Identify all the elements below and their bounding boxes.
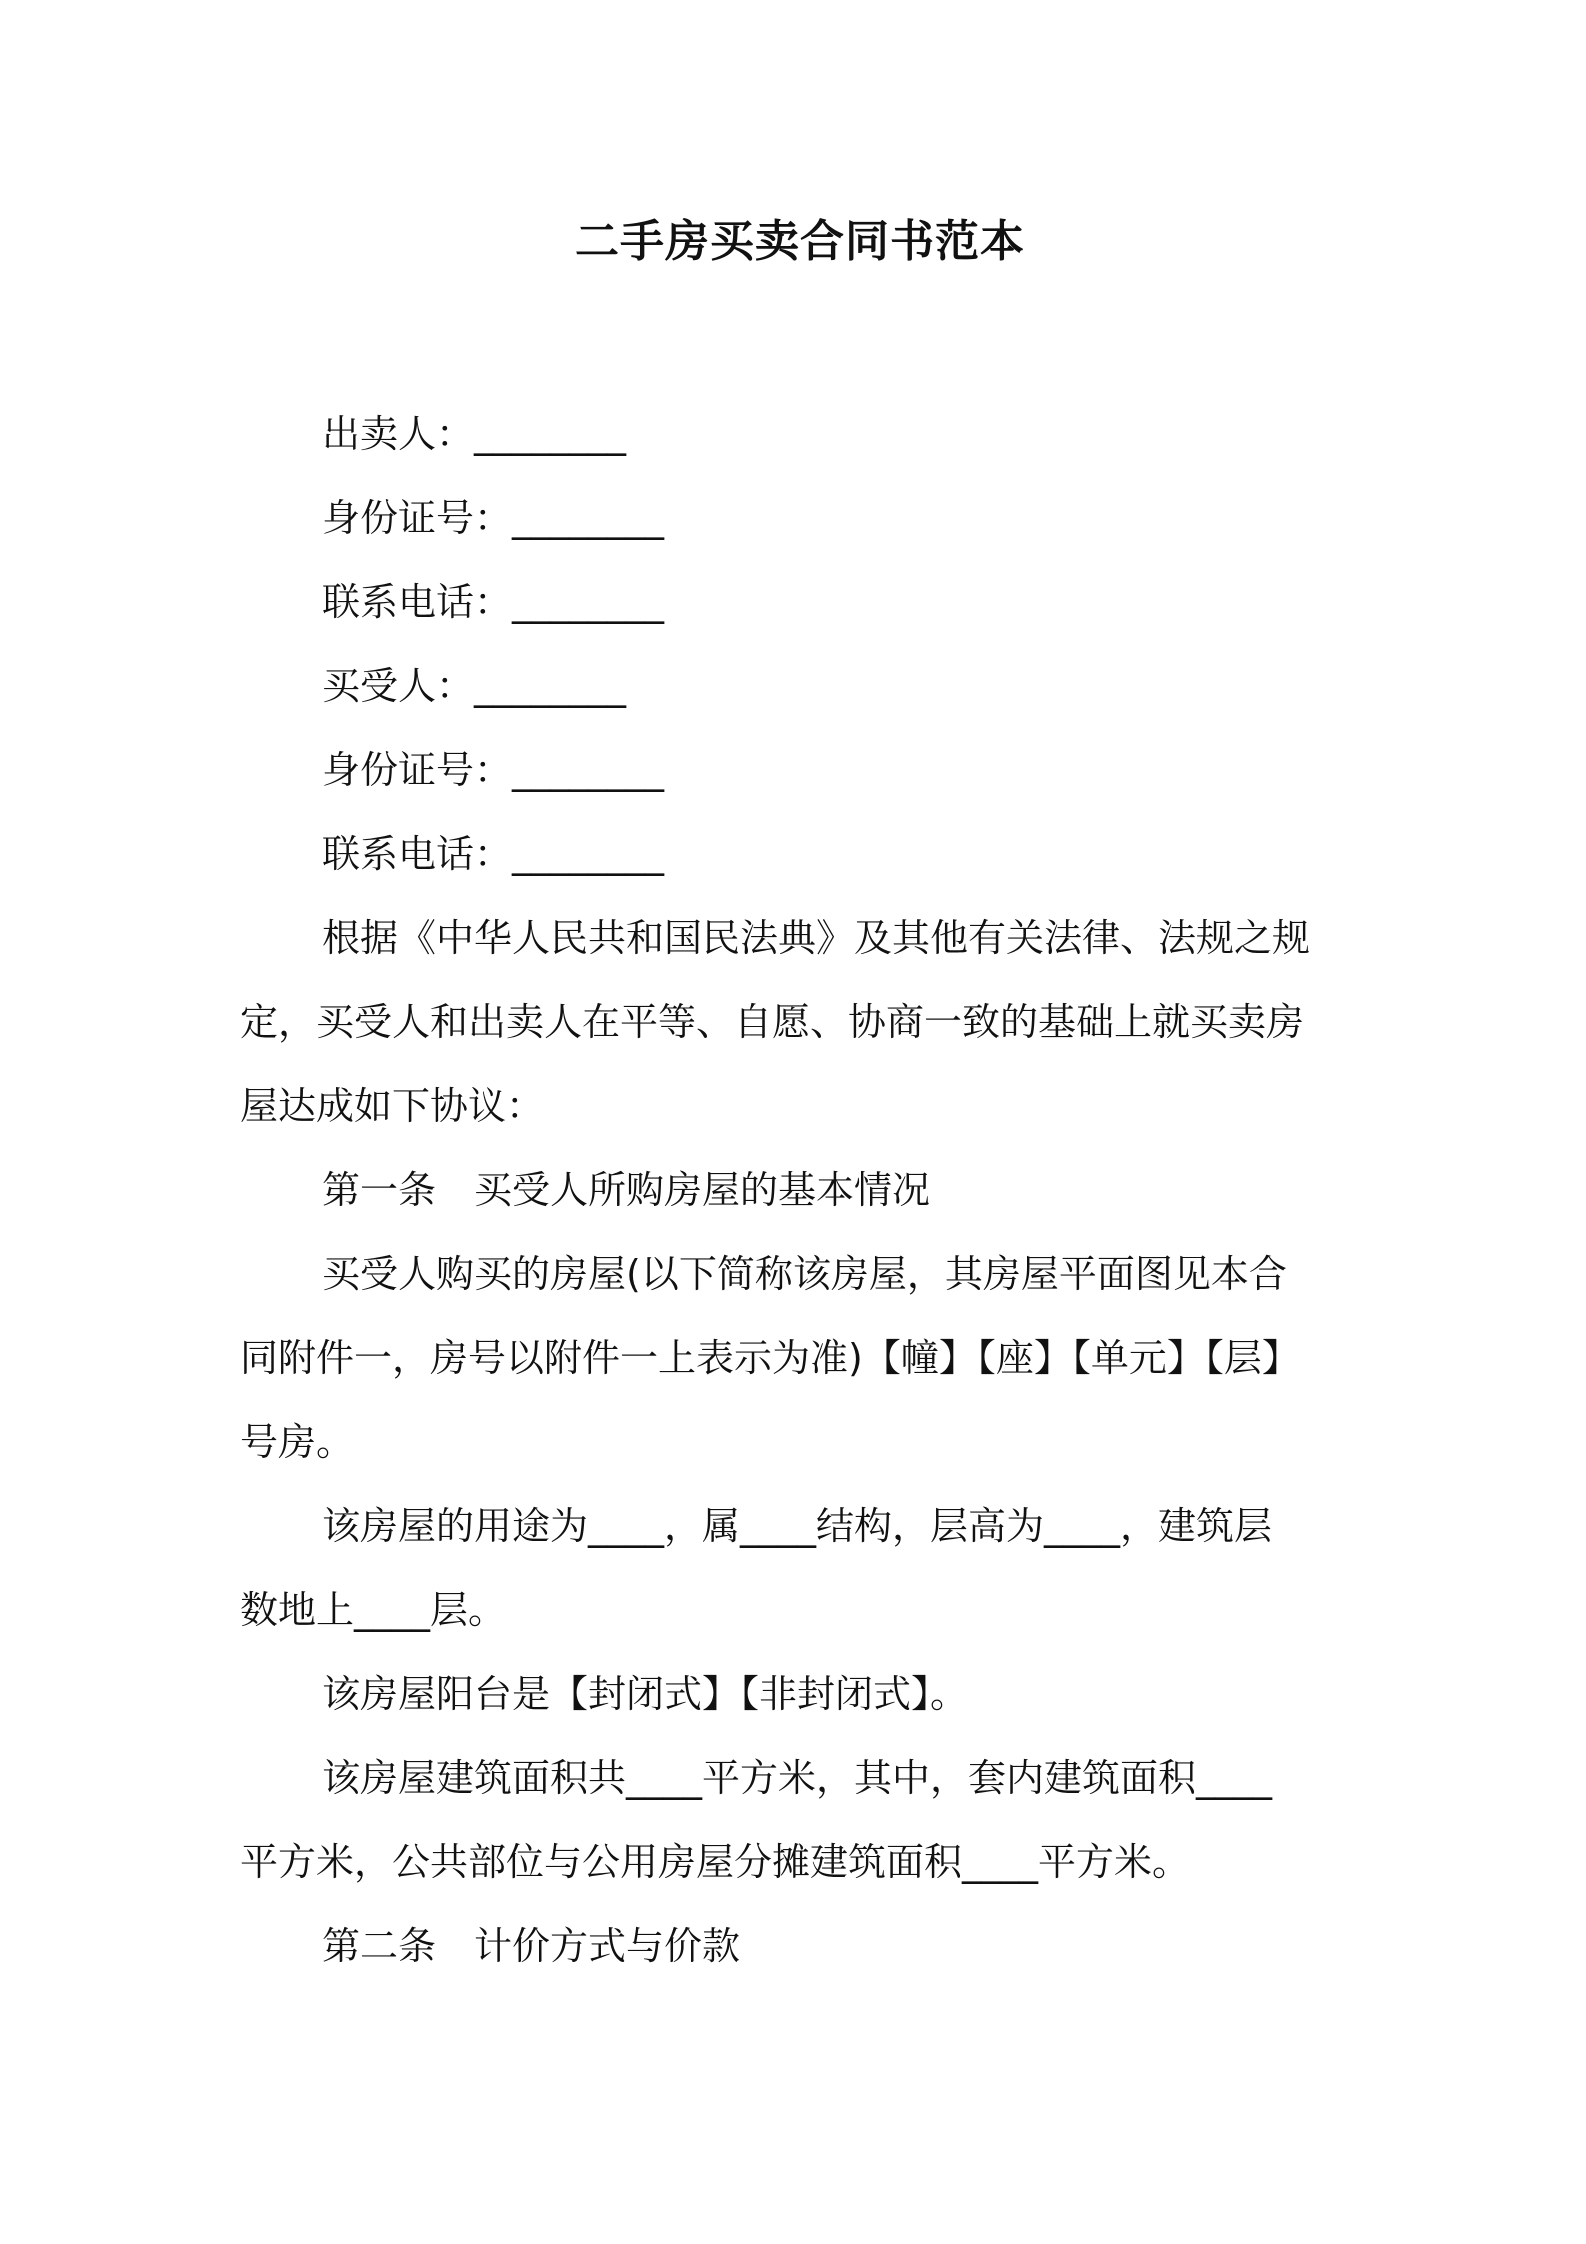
buyer-name-field: 买受人：________ [322, 664, 627, 708]
document-title: 二手房买卖合同书范本 [575, 216, 1025, 267]
article-1-heading: 第一条 买受人所购房屋的基本情况 [322, 1168, 931, 1212]
article-2-heading: 第二条 计价方式与价款 [322, 1924, 741, 1968]
seller-name-field: 出卖人：________ [322, 412, 627, 456]
intro-line-3: 屋达成如下协议： [240, 1084, 545, 1128]
article-1-paragraph-2-line-1: 该房屋的用途为____，属____结构，层高为____，建筑层 [322, 1504, 1273, 1548]
article-1-paragraph-1-line-3: 号房。 [240, 1420, 355, 1464]
article-1-paragraph-4-line-1: 该房屋建筑面积共____平方米，其中，套内建筑面积____ [322, 1756, 1273, 1800]
seller-id-field: 身份证号：________ [322, 496, 665, 540]
article-1-paragraph-1-line-2: 同附件一，房号以附件一上表示为准)【幢】【座】【单元】【层】 [240, 1336, 1300, 1380]
article-1-paragraph-3-line-1: 该房屋阳台是【封闭式】【非封闭式】。 [322, 1672, 969, 1716]
article-1-paragraph-1-line-1: 买受人购买的房屋(以下简称该房屋，其房屋平面图见本合 [322, 1252, 1287, 1296]
intro-line-2: 定，买受人和出卖人在平等、自愿、协商一致的基础上就买卖房 [240, 1000, 1305, 1044]
buyer-id-field: 身份证号：________ [322, 748, 665, 792]
article-1-paragraph-4-line-2: 平方米，公共部位与公用房屋分摊建筑面积____平方米。 [240, 1840, 1191, 1884]
buyer-phone-field: 联系电话：________ [322, 832, 665, 876]
article-1-paragraph-2-line-2: 数地上____层。 [240, 1588, 507, 1632]
intro-line-1: 根据《中华人民共和国民法典》及其他有关法律、法规之规 [322, 916, 1311, 960]
seller-phone-field: 联系电话：________ [322, 580, 665, 624]
